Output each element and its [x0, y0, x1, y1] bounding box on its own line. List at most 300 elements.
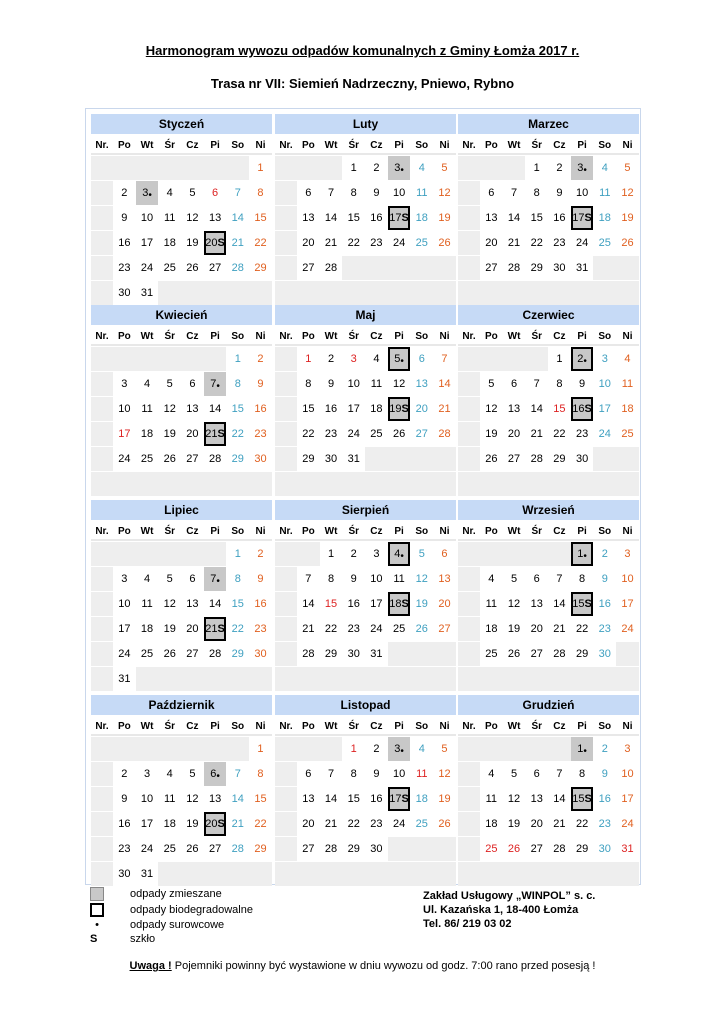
empty-cell [410, 837, 433, 861]
day-number: 31 [140, 287, 154, 299]
month-9 [91, 695, 272, 886]
day-cell [548, 156, 571, 180]
day-number: 27 [208, 262, 222, 274]
day-number: 9 [257, 378, 264, 390]
day-number: 21 [507, 237, 521, 249]
day-number: 21 [302, 623, 315, 635]
empty-cell [113, 542, 136, 566]
day-number: 21 [553, 818, 566, 830]
day-number: 25 [163, 262, 176, 274]
week-row [275, 281, 456, 305]
day-cell [297, 372, 320, 396]
empty-cell [548, 667, 571, 691]
day-cell [249, 422, 272, 446]
day-number: 2 [556, 162, 563, 174]
week-number-cell [458, 256, 480, 280]
weekday-label: Pi [204, 718, 227, 736]
day-number: 31 [621, 843, 634, 855]
empty-cell [571, 472, 594, 496]
day-cell [388, 592, 411, 616]
day-cell [593, 762, 616, 786]
day-number: 7 [510, 187, 518, 199]
day-cell [410, 542, 433, 566]
day-number: 12 [186, 793, 199, 805]
empty-cell [204, 472, 227, 496]
day-cell [204, 231, 227, 255]
empty-cell [204, 737, 227, 761]
glass-mark: S [401, 403, 409, 415]
day-number: 14 [231, 212, 244, 224]
day-cell [593, 592, 616, 616]
weekday-label: Po [297, 523, 320, 541]
week-number-cell [91, 281, 113, 305]
month-2 [458, 114, 639, 305]
week-row [458, 231, 639, 255]
month-title: Listopad [275, 695, 456, 715]
day-number: 19 [163, 623, 176, 635]
day-cell [480, 617, 503, 641]
day-number: 1 [305, 353, 312, 365]
weekday-label: Śr [525, 718, 548, 736]
day-number: 14 [553, 598, 566, 610]
weekday-label: Śr [342, 523, 365, 541]
day-number: 19 [438, 212, 451, 224]
week-number-cell [91, 812, 113, 836]
day-cell [158, 837, 181, 861]
empty-cell [503, 156, 526, 180]
empty-cell [548, 472, 571, 496]
empty-cell [525, 667, 548, 691]
day-number: 19 [507, 623, 521, 635]
empty-cell [593, 472, 616, 496]
week-row [275, 642, 456, 666]
week-number-cell [275, 397, 297, 421]
day-number: 2 [257, 353, 264, 365]
week-number-cell [458, 642, 480, 666]
day-number: 2 [257, 548, 264, 560]
empty-cell [158, 472, 181, 496]
day-cell [136, 592, 159, 616]
empty-cell [365, 447, 388, 471]
day-number: 21 [231, 818, 244, 830]
day-number: 20 [530, 623, 543, 635]
day-cell [525, 642, 548, 666]
day-cell [226, 617, 249, 641]
weekday-label: Pi [388, 137, 411, 155]
day-cell [593, 617, 616, 641]
day-cell [297, 181, 320, 205]
day-cell [249, 642, 272, 666]
weekday-label: Cz [548, 523, 571, 541]
day-number: 5 [166, 378, 173, 390]
weekday-label: Nr. [458, 328, 480, 346]
week-row [458, 447, 639, 471]
empty-cell [181, 472, 204, 496]
week-row [458, 617, 639, 641]
day-number: 5 [189, 187, 196, 199]
weekday-header [275, 718, 456, 736]
day-number: 18 [163, 237, 176, 249]
day-cell [571, 592, 594, 616]
day-cell [342, 181, 365, 205]
empty-cell [136, 156, 159, 180]
day-number: 6 [441, 548, 448, 560]
day-cell [249, 737, 272, 761]
weekday-label: Wt [503, 137, 526, 155]
empty-cell [433, 837, 456, 861]
empty-cell [616, 256, 639, 280]
day-cell [433, 156, 456, 180]
week-row [275, 542, 456, 566]
day-number: 17 [621, 598, 634, 610]
day-cell [181, 422, 204, 446]
day-cell [113, 667, 136, 691]
empty-cell [342, 862, 365, 886]
day-cell [297, 787, 320, 811]
day-cell [136, 181, 159, 205]
week-row [275, 397, 456, 421]
empty-cell [204, 347, 227, 371]
day-cell [548, 347, 571, 371]
day-cell [410, 422, 433, 446]
day-cell [593, 542, 616, 566]
day-cell [226, 181, 249, 205]
week-row [458, 206, 639, 230]
empty-cell [433, 667, 456, 691]
empty-cell [320, 862, 343, 886]
day-cell [388, 397, 411, 421]
empty-cell [503, 281, 526, 305]
day-cell [113, 837, 136, 861]
week-row [275, 617, 456, 641]
week-number-cell [458, 231, 480, 255]
week-number-cell [91, 567, 113, 591]
day-cell [181, 256, 204, 280]
week-number-cell [458, 567, 480, 591]
day-number: 15 [572, 793, 585, 805]
day-cell [571, 422, 594, 446]
dot-icon: • [400, 551, 404, 562]
day-cell [226, 812, 249, 836]
notice [0, 960, 725, 972]
day-cell [571, 737, 594, 761]
empty-cell [388, 281, 411, 305]
empty-cell [410, 256, 433, 280]
day-cell [181, 372, 204, 396]
day-number: 23 [118, 262, 131, 274]
day-cell [503, 642, 526, 666]
day-number: 11 [485, 598, 498, 610]
week-row [275, 472, 456, 496]
day-number: 16 [598, 598, 611, 610]
empty-cell [480, 667, 503, 691]
day-cell [249, 762, 272, 786]
week-number-cell [91, 397, 113, 421]
day-number: 30 [553, 262, 566, 274]
day-cell [593, 231, 616, 255]
week-row [275, 347, 456, 371]
day-cell [503, 206, 526, 230]
day-cell [113, 256, 136, 280]
day-cell [297, 837, 320, 861]
day-number: 15 [302, 403, 315, 415]
week-number-cell [275, 281, 297, 305]
day-cell [249, 617, 272, 641]
day-cell [297, 231, 320, 255]
week-number-cell [91, 592, 113, 616]
empty-cell [525, 542, 548, 566]
month-7 [275, 500, 456, 691]
day-number: 28 [324, 262, 338, 274]
day-number: 9 [121, 212, 128, 224]
weekday-label: Nr. [91, 718, 113, 736]
day-cell [593, 787, 616, 811]
day-number: 28 [302, 648, 315, 660]
empty-cell [525, 281, 548, 305]
week-number-cell [458, 281, 480, 305]
week-row [91, 542, 272, 566]
day-number: 15 [572, 598, 585, 610]
empty-cell [525, 472, 548, 496]
month-8 [458, 500, 639, 691]
weekday-label: Nr. [91, 137, 113, 155]
day-number: 30 [254, 453, 267, 465]
day-cell [525, 592, 548, 616]
week-number-cell [458, 472, 480, 496]
day-number: 21 [324, 237, 338, 249]
day-number: 4 [166, 768, 173, 780]
weekday-label: Po [113, 523, 136, 541]
day-number: 24 [392, 818, 406, 830]
week-row [91, 837, 272, 861]
empty-cell [365, 472, 388, 496]
week-number-cell [91, 422, 113, 446]
day-number: 27 [507, 453, 521, 465]
day-number: 12 [163, 403, 176, 415]
day-number: 13 [186, 403, 199, 415]
weekday-label: Nr. [458, 718, 480, 736]
weekday-label: Wt [503, 718, 526, 736]
week-number-cell [458, 787, 480, 811]
day-number: 31 [347, 453, 360, 465]
day-number: 3 [143, 768, 151, 780]
day-cell [342, 592, 365, 616]
week-number-cell [91, 642, 113, 666]
day-cell [548, 812, 571, 836]
day-number: 26 [163, 453, 176, 465]
day-cell [525, 397, 548, 421]
empty-cell [593, 447, 616, 471]
day-number: 14 [530, 403, 543, 415]
empty-cell [113, 156, 136, 180]
weekday-header [275, 328, 456, 346]
day-cell [433, 542, 456, 566]
day-cell [320, 762, 343, 786]
day-cell [480, 642, 503, 666]
day-number: 4 [488, 768, 495, 780]
day-cell [181, 837, 204, 861]
day-cell [365, 347, 388, 371]
day-number: 3 [121, 378, 128, 390]
day-number: 7 [234, 187, 241, 199]
day-cell [249, 347, 272, 371]
day-number: 7 [210, 378, 217, 390]
day-cell [388, 567, 411, 591]
day-cell [616, 231, 639, 255]
day-cell [320, 542, 343, 566]
day-number: 5 [418, 548, 425, 560]
empty-cell [503, 862, 526, 886]
day-cell [320, 422, 343, 446]
day-cell [616, 812, 639, 836]
week-row [91, 231, 272, 255]
weekday-label: Pi [571, 523, 594, 541]
empty-cell [616, 472, 639, 496]
month-title: Grudzień [458, 695, 639, 715]
day-number: 16 [370, 793, 383, 805]
legend-raw-label: odpady surowcowe [130, 919, 225, 931]
day-cell [365, 181, 388, 205]
day-cell [365, 592, 388, 616]
week-number-cell [458, 617, 480, 641]
day-cell [616, 837, 639, 861]
day-number: 31 [118, 673, 131, 685]
empty-cell [204, 667, 227, 691]
day-number: 12 [507, 793, 521, 805]
week-row [458, 281, 639, 305]
day-number: 10 [575, 187, 589, 199]
day-number: 1 [350, 743, 357, 755]
glass-mark: S [217, 428, 225, 440]
day-number: 15 [254, 212, 267, 224]
day-cell [320, 567, 343, 591]
day-number: 29 [575, 843, 589, 855]
day-number: 6 [488, 187, 495, 199]
day-cell [616, 617, 639, 641]
empty-cell [181, 542, 204, 566]
week-row [458, 542, 639, 566]
empty-cell [204, 156, 227, 180]
day-number: 26 [485, 453, 498, 465]
day-number: 14 [507, 212, 521, 224]
day-cell [616, 737, 639, 761]
day-cell [503, 372, 526, 396]
dot-icon: • [400, 356, 404, 367]
weekday-label: Śr [525, 137, 548, 155]
week-row [91, 862, 272, 886]
day-number: 9 [601, 768, 608, 780]
company-name: Zakład Usługowy „WINPOL” s. c. [423, 890, 596, 902]
weekday-label: Ni [249, 718, 272, 736]
day-number: 2 [373, 162, 380, 174]
day-cell [158, 181, 181, 205]
day-number: 29 [530, 262, 543, 274]
month-4 [275, 305, 456, 496]
empty-cell [342, 667, 365, 691]
day-cell [571, 762, 594, 786]
empty-cell [365, 281, 388, 305]
weekday-label: So [593, 718, 616, 736]
day-cell [388, 347, 411, 371]
day-number: 29 [324, 648, 338, 660]
day-number: 19 [163, 428, 176, 440]
day-number: 27 [530, 843, 543, 855]
legend-glass-label: szkło [130, 933, 156, 945]
day-number: 29 [231, 453, 244, 465]
day-number: 30 [118, 868, 131, 880]
empty-cell [480, 281, 503, 305]
day-cell [571, 542, 594, 566]
day-cell [320, 812, 343, 836]
day-number: 23 [118, 843, 131, 855]
week-number-cell [275, 642, 297, 666]
day-cell [113, 447, 136, 471]
day-cell [342, 422, 365, 446]
glass-mark: S [584, 598, 592, 610]
day-cell [525, 617, 548, 641]
day-number: 12 [415, 573, 428, 585]
day-number: 17 [140, 818, 154, 830]
empty-cell [136, 542, 159, 566]
day-cell [181, 567, 204, 591]
weekday-label: Pi [571, 718, 594, 736]
weekday-label: Wt [320, 523, 343, 541]
company-info [423, 889, 595, 931]
day-cell [388, 181, 411, 205]
week-row [458, 862, 639, 886]
day-cell [158, 787, 181, 811]
dot-icon: • [583, 551, 587, 562]
month-10 [275, 695, 456, 886]
day-cell [480, 422, 503, 446]
day-number: 13 [438, 573, 451, 585]
day-cell [433, 397, 456, 421]
day-cell [571, 231, 594, 255]
month-title: Luty [275, 114, 456, 134]
day-number: 16 [572, 403, 585, 415]
day-number: 15 [231, 598, 244, 610]
day-cell [388, 231, 411, 255]
day-cell [548, 787, 571, 811]
empty-cell [480, 472, 503, 496]
day-number: 23 [324, 428, 338, 440]
day-cell [249, 447, 272, 471]
day-cell [342, 542, 365, 566]
week-number-cell [91, 542, 113, 566]
day-cell [136, 281, 159, 305]
day-number: 18 [140, 428, 154, 440]
week-number-cell [275, 617, 297, 641]
day-cell [204, 206, 227, 230]
day-number: 20 [438, 598, 451, 610]
empty-cell [593, 256, 616, 280]
day-cell [571, 812, 594, 836]
day-cell [158, 231, 181, 255]
day-cell [525, 156, 548, 180]
day-number: 28 [208, 453, 222, 465]
empty-cell [480, 737, 503, 761]
day-cell [181, 231, 204, 255]
day-number: 13 [415, 378, 428, 390]
day-cell [480, 181, 503, 205]
weekday-header [458, 328, 639, 346]
day-cell [365, 422, 388, 446]
route-subtitle: Trasa nr VII: Siemień Nadrzeczny, Pniewo, Rybno [210, 76, 515, 91]
day-number: 17 [118, 428, 131, 440]
day-cell [593, 347, 616, 371]
day-cell [548, 617, 571, 641]
day-cell [365, 737, 388, 761]
